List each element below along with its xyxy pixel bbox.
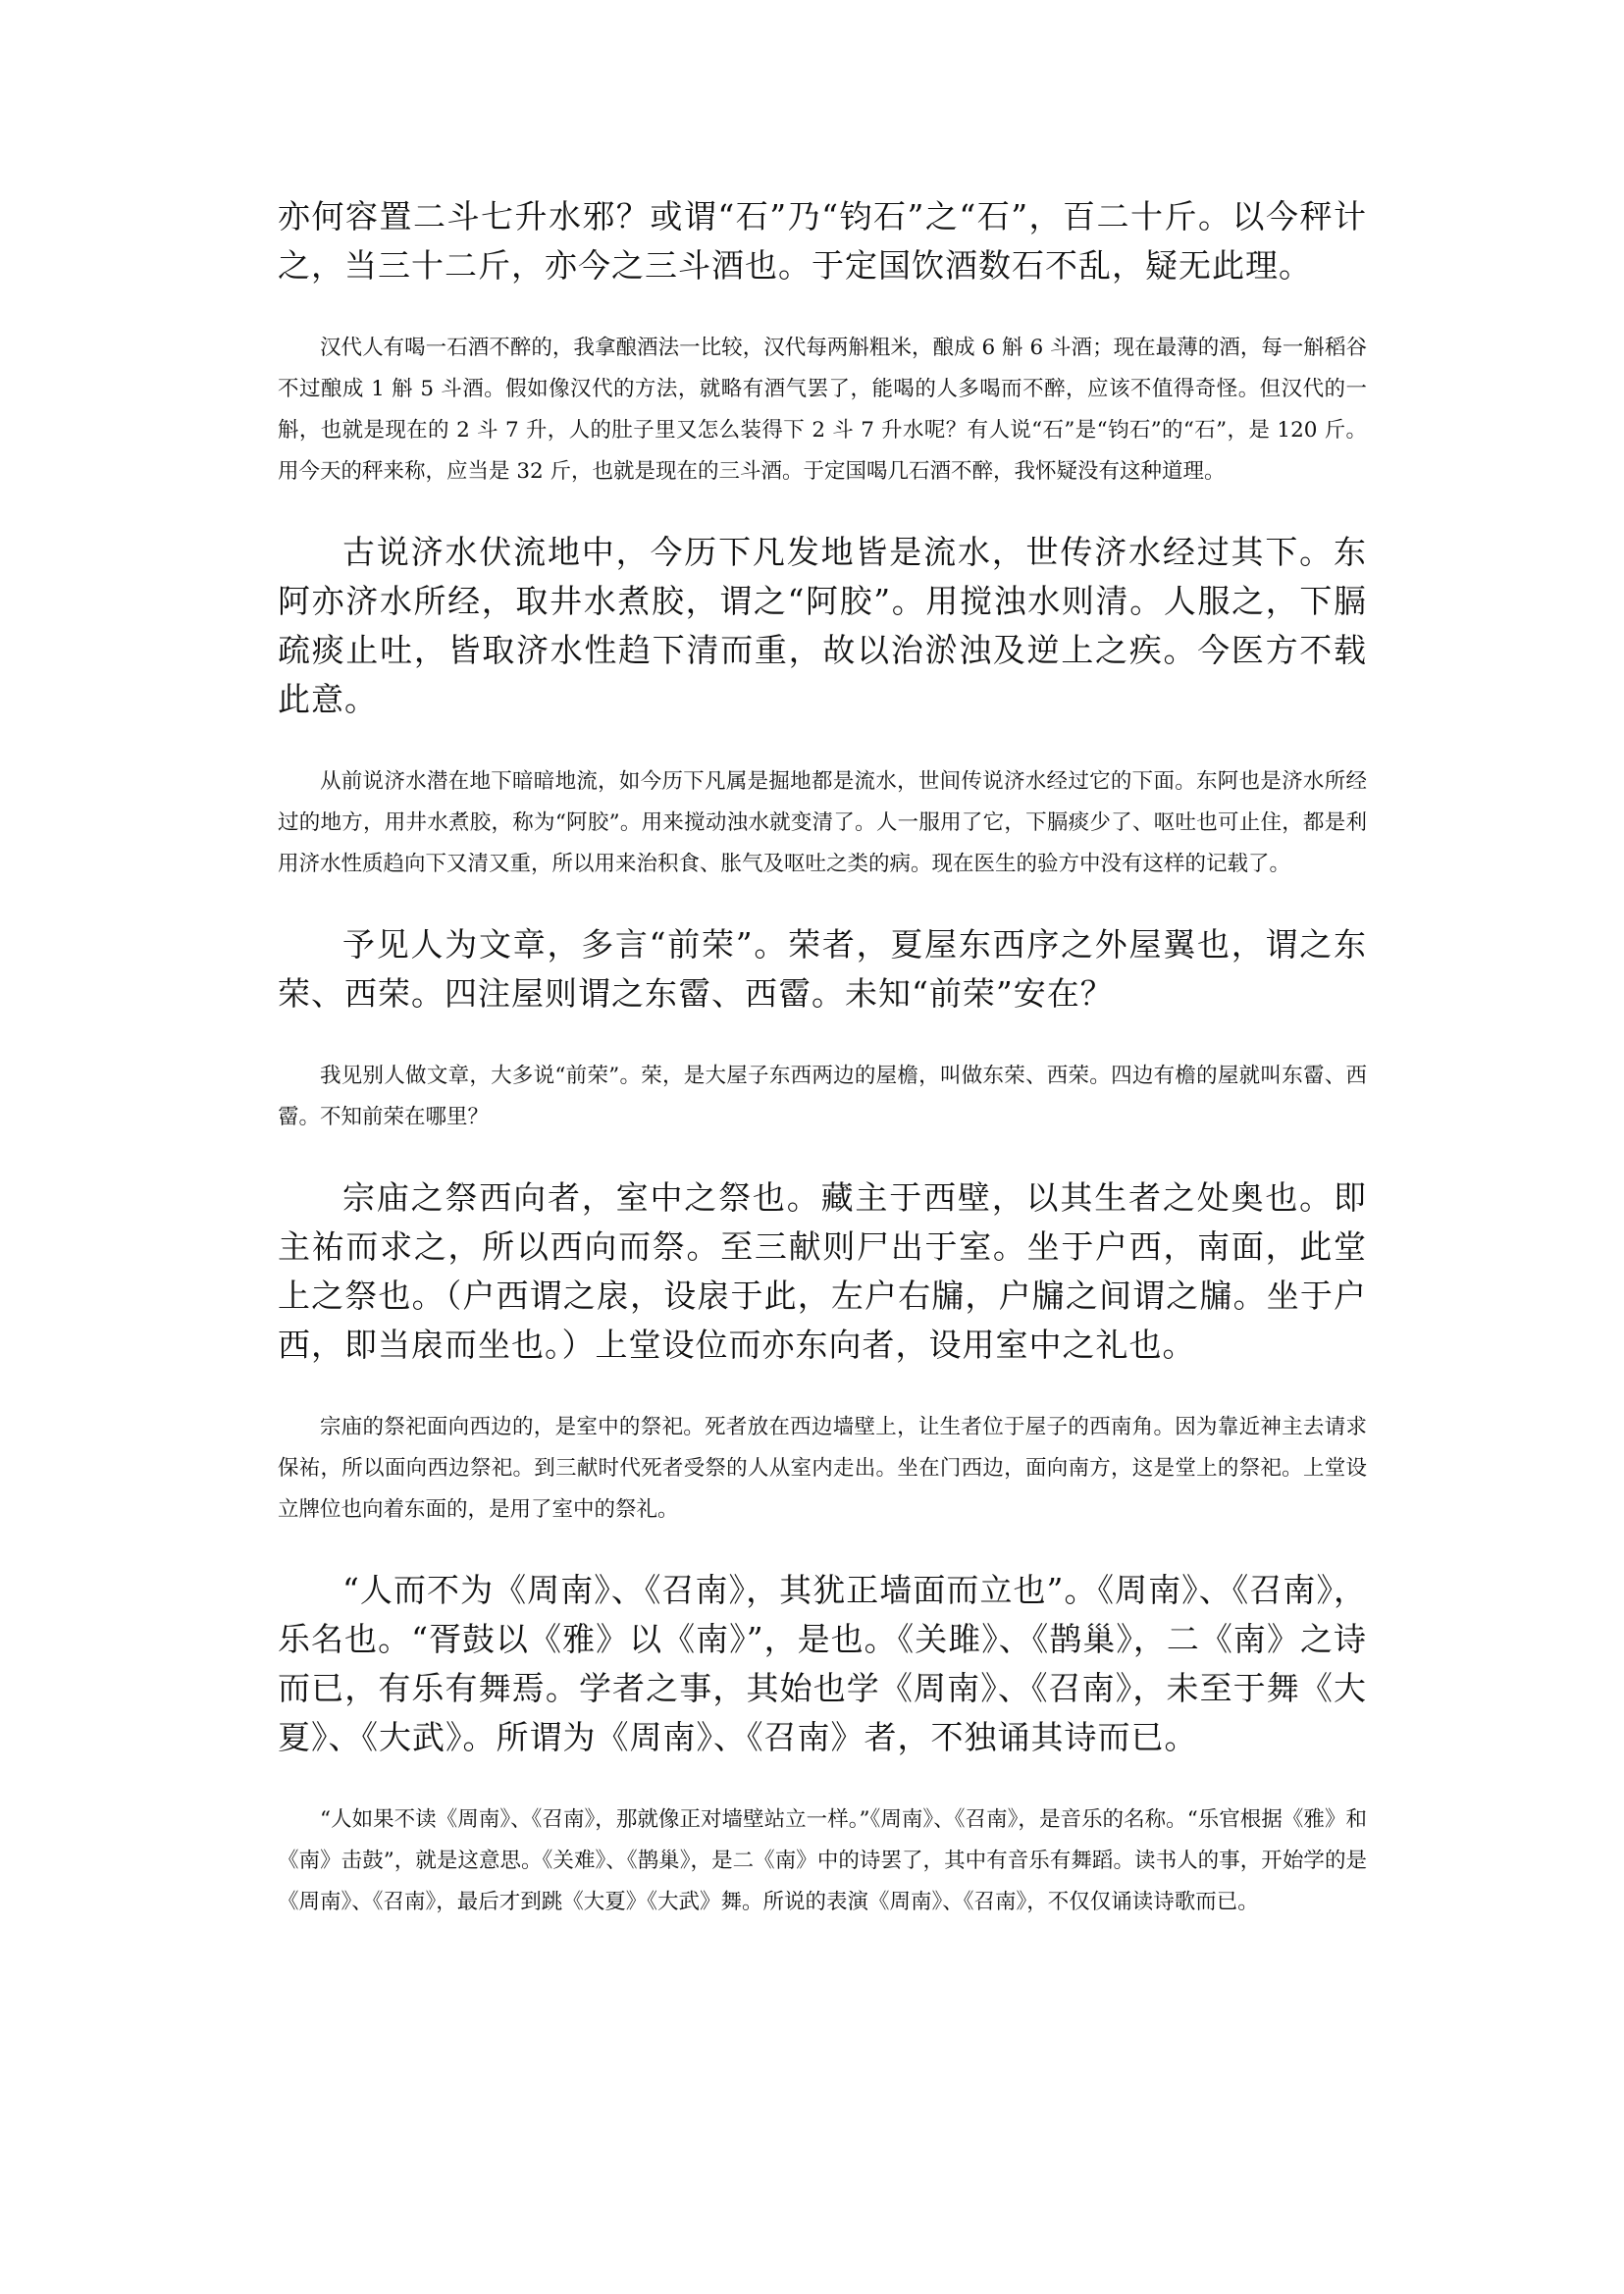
- spacer: [278, 1531, 1367, 1566]
- spacer: [278, 885, 1367, 920]
- translation-text-5: “人如果不读《周南》、《召南》，那就像正对墙壁站立一样。”《周南》、《召南》，是音乐的名称。“乐官根据《雅》和《南》击鼓”，就是这意思。《关难》、《鹊巢》，是二《南》中的诗罢了，其中有音乐有舞蹈。读书人的事，开始学的是《周南》、《召南》，最后才到跳《大夏》《大武》舞。所说的表演《周南》、《召南》，不仅仅诵读诗歌而已。: [278, 1807, 1367, 1914]
- translation-text-2: 从前说济水潜在地下暗暗地流，如今历下凡属是掘地都是流水，世间传说济水经过它的下面。东阿也是济水所经过的地方，用井水煮胶，称为“阿胶”。用来搅动浊水就变清了。人一服用了它，下膈痰少了、呕吐也可止住，都是利用济水性质趋向下又清又重，所以用来治积食、胀气及呕吐之类的病。现在医生的验方中没有这样的记载了。: [278, 769, 1367, 876]
- spacer: [278, 290, 1367, 328]
- spacer: [278, 724, 1367, 761]
- original-text-4: 宗庙之祭西向者，室中之祭也。藏主于西壁，以其生者之处奥也。即主祐而求之，所以西向而祭。至三献则尸出于室。坐于户西，南面，此堂上之祭也。（户西谓之扆，设扆于此，左户右牖，户牖之间谓之牖。坐于户西，即当扆而坐也。）上堂设位而亦东向者，设用室中之礼也。: [278, 1178, 1367, 1364]
- original-text-5: “人而不为《周南》、《召南》，其犹正墙面而立也”。《周南》、《召南》，乐名也。“胥鼓以《雅》以《南》”，是也。《关雎》、《鹊巢》，二《南》之诗而已，有乐有舞焉。学者之事，其始也学《周南》、《召南》，未至于舞《大夏》、《大武》。所谓为《周南》、《召南》者，不独诵其诗而已。: [278, 1571, 1367, 1756]
- original-text-2: 古说济水伏流地中，今历下凡发地皆是流水，世传济水经过其下。东阿亦济水所经，取井水煮胶，谓之“阿胶”。用搅浊水则清。人服之，下膈疏痰止吐，皆取济水性趋下清而重，故以治淤浊及逆上之疾。今医方不载此意。: [278, 533, 1367, 718]
- translation-text-3: 我见别人做文章，大多说“前荣”。荣，是大屋子东西两边的屋檐，叫做东荣、西荣。四边有檐的屋就叫东霤、西霤。不知前荣在哪里？: [278, 1064, 1367, 1129]
- original-text-3: 予见人为文章，多言“前荣”。荣者，夏屋东西序之外屋翼也，谓之东荣、西荣。四注屋则谓之东霤、西霤。未知“前荣”安在？: [278, 925, 1367, 1013]
- spacer: [278, 493, 1367, 528]
- spacer: [278, 1370, 1367, 1407]
- original-text-1: 亦何容置二斗七升水邪？或谓“石”乃“钧石”之“石”，百二十斤。以今秤计之，当三十二斤，亦今之三斗酒也。于定国饮酒数石不乱，疑无此理。: [278, 197, 1367, 285]
- spacer: [278, 1762, 1367, 1799]
- translation-text-4: 宗庙的祭祀面向西边的，是室中的祭祀。死者放在西边墙壁上，让生者位于屋子的西南角。因为靠近神主去请求保祐，所以面向西边祭祀。到三献时代死者受祭的人从室内走出。坐在门西边，面向南方，这是堂上的祭祀。上堂设立牌位也向着东面的，是用了室中的祭礼。: [278, 1415, 1367, 1522]
- document-page: [278, 192, 1367, 1923]
- translation-text-1: 汉代人有喝一石酒不醉的，我拿酿酒法一比较，汉代每两斛粗米，酿成 6 斛 6 斗酒；现在最薄的酒，每一斛稻谷不过酿成 1 斛 5 斗酒。假如像汉代的方法，就略有酒气罢了，能喝的人多喝而不醉，应该不值得奇怪。但汉代的一斛，也就是现在的 2 斗 7 升，人的肚子里又怎么装得下 2 斗 7 升水呢？有人说“石”是“钧石”的“石”，是 120 斤。用今天的秤来称，应当是 32 斤，也就是现在的三斗酒。于定国喝几石酒不醉，我怀疑没有这种道理。: [278, 336, 1367, 484]
- spacer: [278, 1138, 1367, 1173]
- spacer: [278, 1018, 1367, 1056]
